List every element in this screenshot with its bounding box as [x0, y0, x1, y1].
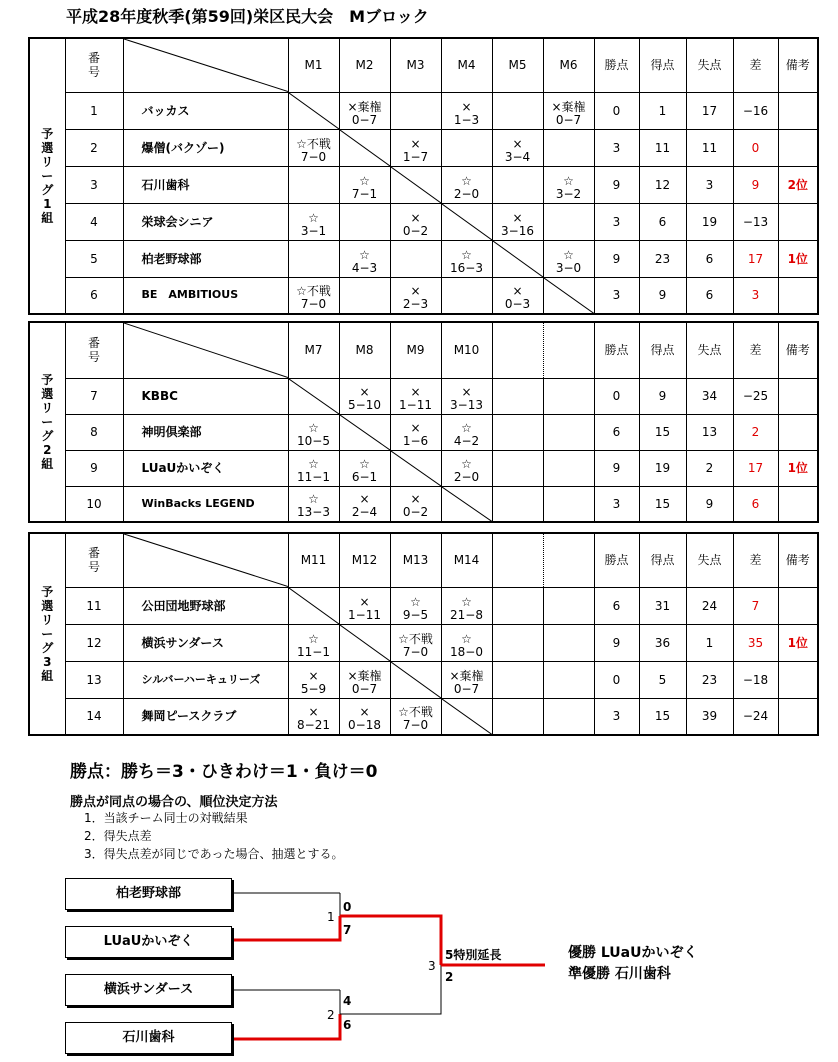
result-score: 11−1: [297, 469, 330, 484]
result-score: 1−3: [453, 112, 480, 127]
result-score: 7−1: [351, 186, 378, 201]
match-header: M7: [288, 322, 339, 378]
header-conceded: 失点: [686, 322, 733, 378]
result-score: 1−6: [402, 433, 429, 448]
result-score: 0−2: [402, 223, 429, 238]
team-diff: −18: [733, 661, 778, 698]
result-mark: ×: [359, 594, 370, 609]
result-mark: ×: [410, 136, 421, 151]
team-points: 3: [594, 486, 639, 522]
result-score: 0−7: [555, 112, 582, 127]
group-name-char: ー: [41, 169, 54, 183]
result-score: 0−18: [348, 718, 381, 732]
team-name: 公田団地野球部: [123, 587, 288, 624]
team-conceded: 9: [686, 486, 733, 522]
team-scored: 15: [639, 486, 686, 522]
result-mark: ☆: [461, 420, 472, 435]
result-mark: ☆不戦: [398, 705, 433, 719]
header-scored: 得点: [639, 322, 686, 378]
team-name: 舞岡ピースクラブ: [123, 698, 288, 735]
team-points: 0: [594, 661, 639, 698]
match-header: M3: [390, 38, 441, 92]
result-score: 3−4: [504, 149, 531, 164]
game-score: 0: [343, 900, 352, 914]
team-conceded: 2: [686, 450, 733, 486]
header-number-top: 番: [87, 336, 100, 351]
team-conceded: 17: [686, 92, 733, 129]
header-diff: 差: [733, 322, 778, 378]
team-name: 爆僧(バクゾー): [123, 129, 288, 166]
header-scored: 得点: [639, 38, 686, 92]
team-conceded: 39: [686, 698, 733, 735]
team-diff: 17: [733, 450, 778, 486]
result-score: 3−16: [501, 223, 534, 238]
result-score: 7−0: [402, 644, 429, 659]
result-score: 2−0: [453, 186, 480, 201]
result-mark: ×棄権: [347, 99, 382, 114]
team-name: 栄球会シニア: [123, 203, 288, 240]
match-header: M10: [441, 322, 492, 378]
team-diff: 7: [733, 587, 778, 624]
match-header: M13: [390, 533, 441, 587]
result-mark: ☆: [308, 492, 319, 506]
tiebreak-rule: 1．当該チーム同士の対戦結果: [84, 811, 248, 825]
header-points: 勝点: [594, 322, 639, 378]
team-points: 3: [594, 698, 639, 735]
game-score: 7: [343, 923, 352, 937]
page-title: 平成28年度秋季(第59回)栄区民大会 Mブロック: [66, 7, 429, 26]
result-score: 0−2: [402, 505, 429, 519]
team-name: 神明倶楽部: [123, 414, 288, 450]
team-name: LUaUかいぞく: [123, 450, 288, 486]
group-name-char: 選: [41, 141, 54, 155]
result-score: 2−0: [453, 469, 480, 484]
team-points: 3: [594, 277, 639, 314]
result-mark: ×: [512, 136, 523, 151]
group-name-char: 予: [41, 127, 54, 141]
team-diff: 6: [733, 486, 778, 522]
result-mark: ☆: [563, 173, 574, 188]
runner-up-label: 準優勝 石川歯科: [568, 966, 671, 982]
header-points: 勝点: [594, 533, 639, 587]
result-mark: ×棄権: [449, 668, 484, 683]
match-header: M12: [339, 533, 390, 587]
result-score: 18−0: [450, 644, 483, 659]
result-mark: ☆: [359, 247, 370, 262]
result-mark: ☆: [410, 594, 421, 609]
team-diff: 0: [733, 129, 778, 166]
result-mark: ×: [410, 492, 421, 506]
match-header: M9: [390, 322, 441, 378]
winner-label: 優勝 LUaUかいぞく: [568, 945, 698, 961]
team-diff: 35: [733, 624, 778, 661]
match-header: M2: [339, 38, 390, 92]
group-name-char: ー: [41, 415, 54, 429]
result-mark: ×: [461, 384, 472, 399]
bracket-team: 横浜サンダース: [65, 974, 232, 1006]
header-conceded: 失点: [686, 533, 733, 587]
header-remarks: 備考: [778, 533, 818, 587]
header-diff: 差: [733, 38, 778, 92]
team-points: 0: [594, 92, 639, 129]
team-name: BE AMBITIOUS: [123, 277, 288, 314]
result-score: 16−3: [450, 260, 483, 275]
game-score: 4: [343, 994, 352, 1008]
header-points: 勝点: [594, 38, 639, 92]
group-name-char: 3: [43, 655, 52, 669]
result-mark: ×: [512, 284, 523, 298]
team-name: シルバーハーキュリーズ: [123, 661, 288, 698]
result-mark: ☆: [308, 631, 319, 646]
bracket-team: LUaUかいぞく: [65, 926, 232, 958]
team-remarks: 1位: [778, 450, 818, 486]
result-score: 9−5: [402, 607, 429, 622]
team-points: 3: [594, 203, 639, 240]
team-points: 0: [594, 378, 639, 414]
team-name: バッカス: [123, 92, 288, 129]
team-diff: 17: [733, 240, 778, 277]
result-score: 0−7: [453, 681, 480, 696]
team-number: 7: [65, 378, 123, 414]
result-mark: ×: [359, 492, 370, 506]
team-number: 13: [65, 661, 123, 698]
group-name-char: 組: [41, 457, 54, 471]
group-name-char: グ: [41, 183, 54, 197]
team-scored: 15: [639, 414, 686, 450]
team-diff: −24: [733, 698, 778, 735]
result-mark: ☆: [359, 456, 370, 471]
result-score: 11−1: [297, 644, 330, 659]
result-mark: ☆: [308, 420, 319, 435]
match-header: M14: [441, 533, 492, 587]
team-name: 石川歯科: [123, 166, 288, 203]
group-name-char: 組: [41, 211, 54, 225]
team-scored: 6: [639, 203, 686, 240]
game-score: 2: [445, 970, 454, 984]
result-mark: ×: [461, 99, 472, 114]
result-score: 1−7: [402, 149, 429, 164]
team-scored: 5: [639, 661, 686, 698]
team-number: 10: [65, 486, 123, 522]
team-scored: 19: [639, 450, 686, 486]
team-diff: 2: [733, 414, 778, 450]
team-scored: 9: [639, 277, 686, 314]
team-name: KBBC: [123, 378, 288, 414]
result-score: 1−11: [348, 607, 381, 622]
result-mark: ×: [359, 705, 370, 719]
team-number: 3: [65, 166, 123, 203]
team-points: 9: [594, 166, 639, 203]
group-name-char: 組: [41, 669, 54, 683]
result-mark: ☆: [359, 173, 370, 188]
team-diff: −16: [733, 92, 778, 129]
team-points: 9: [594, 450, 639, 486]
match-header: M6: [543, 38, 594, 92]
team-name: 柏老野球部: [123, 240, 288, 277]
team-conceded: 11: [686, 129, 733, 166]
result-score: 7−0: [300, 297, 327, 311]
team-scored: 12: [639, 166, 686, 203]
result-mark: ×棄権: [551, 99, 586, 114]
result-score: 5−9: [300, 681, 327, 696]
result-score: 1−11: [399, 397, 432, 412]
group-name-char: リ: [41, 613, 54, 627]
group-name-char: グ: [41, 429, 54, 443]
header-scored: 得点: [639, 533, 686, 587]
group-name-char: 1: [43, 197, 52, 211]
team-number: 11: [65, 587, 123, 624]
header-diff: 差: [733, 533, 778, 587]
game-score: 6: [343, 1018, 352, 1032]
team-conceded: 34: [686, 378, 733, 414]
result-score: 4−2: [453, 433, 480, 448]
team-remarks: 1位: [778, 240, 818, 277]
result-score: 3−1: [300, 223, 327, 238]
result-score: 2−4: [351, 505, 378, 519]
bracket-team: 石川歯科: [65, 1022, 232, 1054]
header-number-bottom: 号: [87, 350, 100, 365]
header-number-top: 番: [87, 546, 100, 561]
team-number: 12: [65, 624, 123, 661]
result-mark: ☆不戦: [296, 284, 331, 298]
result-score: 0−7: [351, 112, 378, 127]
result-score: 13−3: [297, 505, 330, 519]
header-number-top: 番: [87, 51, 100, 66]
result-score: 3−13: [450, 397, 483, 412]
team-number: 2: [65, 129, 123, 166]
result-score: 4−3: [351, 260, 378, 275]
team-number: 1: [65, 92, 123, 129]
result-mark: ☆: [461, 456, 472, 471]
team-name: 横浜サンダース: [123, 624, 288, 661]
team-points: 9: [594, 240, 639, 277]
result-mark: ☆不戦: [398, 631, 433, 646]
team-scored: 15: [639, 698, 686, 735]
team-conceded: 19: [686, 203, 733, 240]
team-number: 9: [65, 450, 123, 486]
team-points: 6: [594, 587, 639, 624]
result-mark: ×: [410, 420, 421, 435]
bracket-team: 柏老野球部: [65, 878, 232, 910]
result-score: 0−7: [351, 681, 378, 696]
match-header: M11: [288, 533, 339, 587]
game-number: 3: [428, 959, 436, 973]
team-name: WinBacks LEGEND: [123, 486, 288, 522]
result-mark: ×: [308, 668, 319, 683]
header-conceded: 失点: [686, 38, 733, 92]
header-remarks: 備考: [778, 322, 818, 378]
result-score: 8−21: [297, 718, 330, 732]
result-score: 21−8: [450, 607, 483, 622]
team-diff: −25: [733, 378, 778, 414]
game-number: 1: [327, 910, 335, 924]
result-score: 3−2: [555, 186, 582, 201]
result-mark: ×: [410, 210, 421, 225]
result-mark: ☆不戦: [296, 136, 331, 151]
result-mark: ☆: [308, 456, 319, 471]
team-scored: 11: [639, 129, 686, 166]
result-mark: ☆: [461, 247, 472, 262]
result-mark: ×: [512, 210, 523, 225]
team-points: 9: [594, 624, 639, 661]
team-scored: 1: [639, 92, 686, 129]
result-mark: ☆: [461, 631, 472, 646]
team-conceded: 24: [686, 587, 733, 624]
game-score: 5特別延長: [445, 948, 502, 962]
result-score: 10−5: [297, 433, 330, 448]
points-rule: 勝点：勝ち＝3・ひきわけ＝1・負け＝0: [70, 762, 378, 782]
team-number: 14: [65, 698, 123, 735]
group-name-char: リ: [41, 401, 54, 415]
result-score: 7−0: [402, 718, 429, 732]
group-name-char: 選: [41, 387, 54, 401]
team-number: 4: [65, 203, 123, 240]
team-number: 6: [65, 277, 123, 314]
team-conceded: 6: [686, 277, 733, 314]
header-number-bottom: 号: [87, 560, 100, 575]
result-mark: ×: [410, 284, 421, 298]
match-header: M5: [492, 38, 543, 92]
team-points: 3: [594, 129, 639, 166]
team-diff: 9: [733, 166, 778, 203]
tiebreak-rule: 3．得失点差が同じであった場合、抽選とする。: [84, 847, 344, 861]
result-mark: ☆: [563, 247, 574, 262]
group-name-char: 予: [41, 585, 54, 599]
team-conceded: 3: [686, 166, 733, 203]
team-diff: 3: [733, 277, 778, 314]
header-number-bottom: 号: [87, 65, 100, 80]
group-name-char: リ: [41, 155, 54, 169]
group-name-char: グ: [41, 641, 54, 655]
tiebreak-rule: 2．得失点差: [84, 829, 152, 843]
result-score: 0−3: [504, 297, 531, 311]
group-name-char: 予: [41, 373, 54, 387]
result-score: 6−1: [351, 469, 378, 484]
result-score: 7−0: [300, 149, 327, 164]
match-header: M4: [441, 38, 492, 92]
team-scored: 36: [639, 624, 686, 661]
header-remarks: 備考: [778, 38, 818, 92]
team-number: 8: [65, 414, 123, 450]
result-score: 3−0: [555, 260, 582, 275]
team-diff: −13: [733, 203, 778, 240]
match-header: M1: [288, 38, 339, 92]
team-conceded: 6: [686, 240, 733, 277]
result-score: 2−3: [402, 297, 429, 311]
team-scored: 31: [639, 587, 686, 624]
team-scored: 9: [639, 378, 686, 414]
result-mark: ☆: [461, 173, 472, 188]
game-number: 2: [327, 1008, 335, 1022]
match-header: M8: [339, 322, 390, 378]
team-number: 5: [65, 240, 123, 277]
team-conceded: 1: [686, 624, 733, 661]
group-name-char: 2: [43, 443, 52, 457]
group-name-char: ー: [41, 627, 54, 641]
result-mark: ×棄権: [347, 668, 382, 683]
result-mark: ☆: [461, 594, 472, 609]
result-mark: ×: [359, 384, 370, 399]
group-name-char: 選: [41, 599, 54, 613]
team-points: 6: [594, 414, 639, 450]
team-scored: 23: [639, 240, 686, 277]
result-mark: ×: [308, 705, 319, 719]
result-mark: ×: [410, 384, 421, 399]
team-remarks: 1位: [778, 624, 818, 661]
tiebreak-heading: 勝点が同点の場合の、順位決定方法: [70, 795, 278, 810]
team-remarks: 2位: [778, 166, 818, 203]
result-score: 5−10: [348, 397, 381, 412]
result-mark: ☆: [308, 210, 319, 225]
team-conceded: 13: [686, 414, 733, 450]
team-conceded: 23: [686, 661, 733, 698]
